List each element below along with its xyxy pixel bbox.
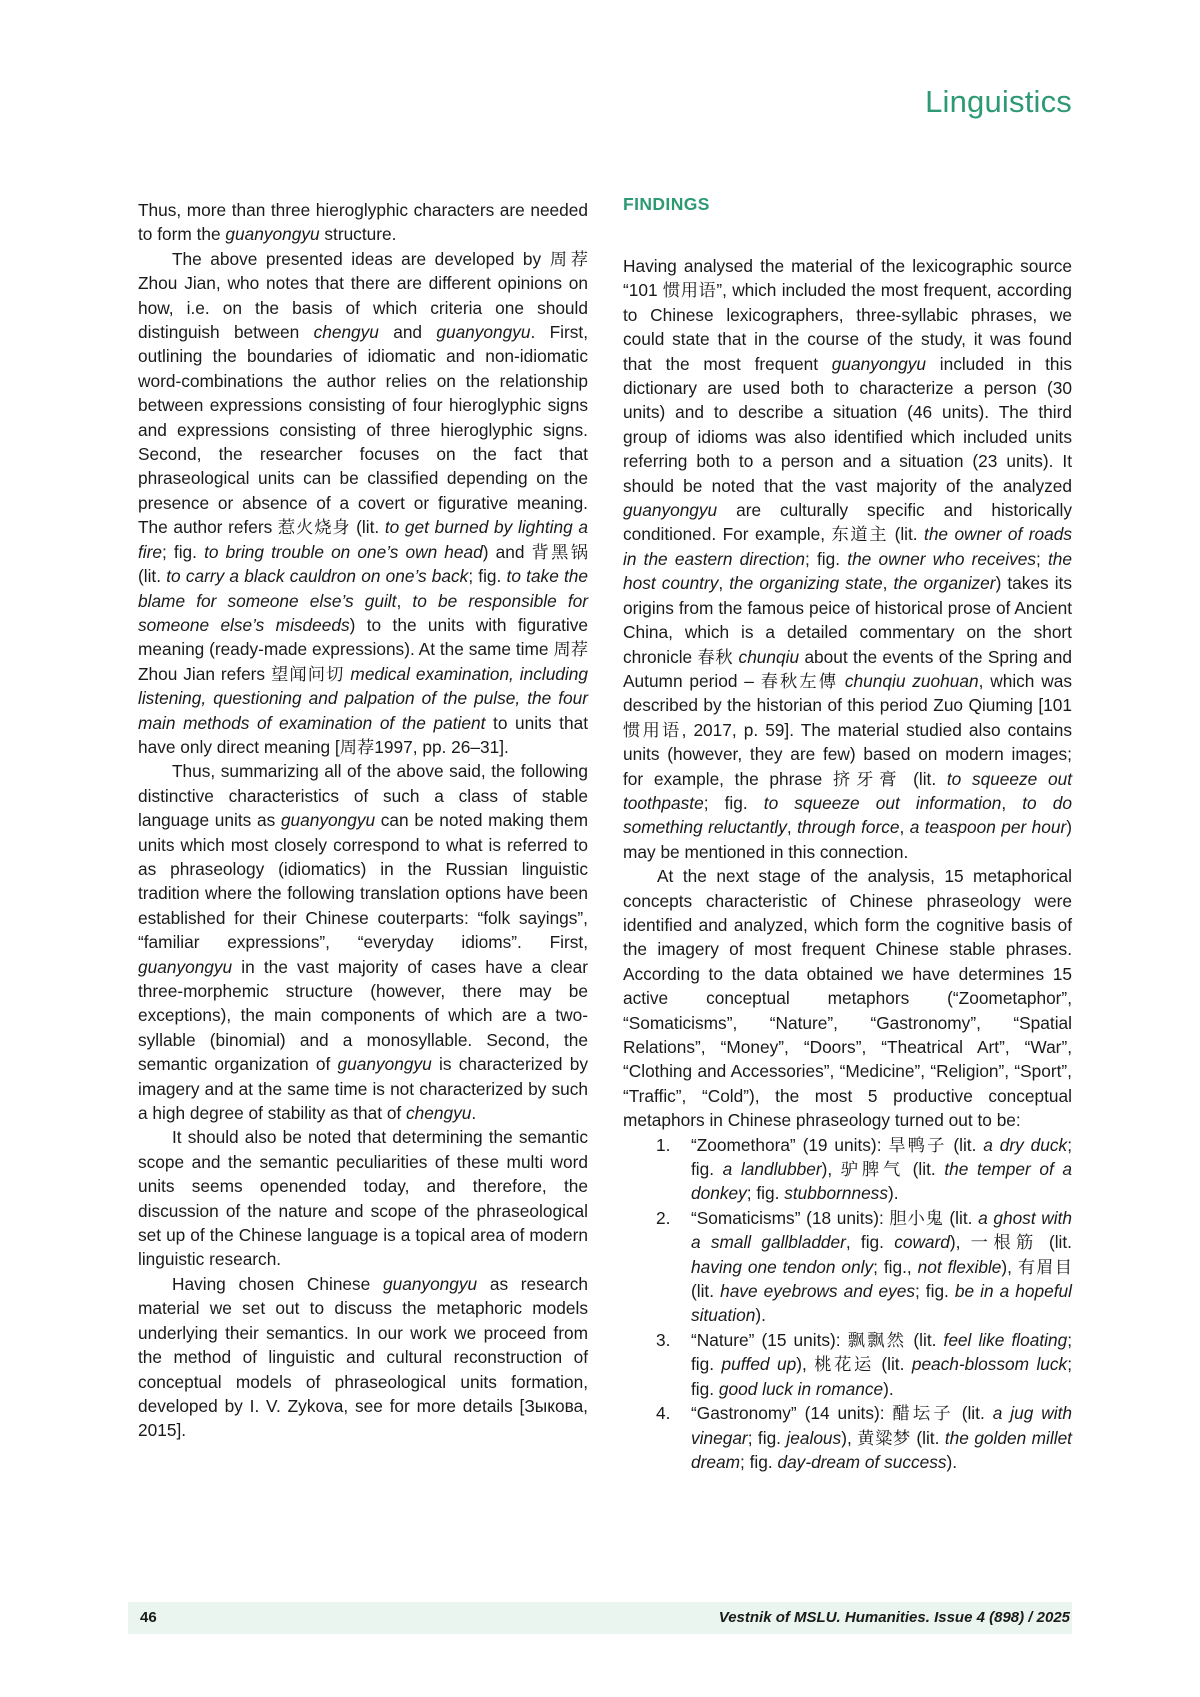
text-run: , (718, 573, 730, 594)
right-column (623, 192, 1072, 1474)
left-column (138, 198, 588, 1443)
text-run: , which was described by the historian of this period Zuo Qiuming [101惯用语, 2017, p. 59]. The material studied also contains units (however, they are few) based on modern images; for example, the phrase 挤牙膏 (lit. (623, 670, 1072, 789)
italic-run: a ghost with a small gallbladder (691, 1207, 1072, 1253)
text-run: , (786, 817, 798, 838)
text-run: ; fig. (691, 1134, 1072, 1180)
italic-run: day-dream of success (777, 1451, 947, 1472)
text-run: ) may be mentioned in this connection. (623, 817, 1072, 862)
italic-run: to carry a black cauldron on one’s back (166, 566, 469, 587)
italic-run: the temper of a donkey (691, 1159, 1072, 1204)
italic-run: the organizer (893, 573, 996, 594)
paragraph (138, 759, 588, 1125)
italic-run: a teaspoon per hour (909, 817, 1067, 838)
list-number: 1. (656, 1134, 671, 1155)
italic-run: guanyongyu (831, 353, 926, 374)
list-item-text (691, 1208, 1072, 1326)
italic-run: coward (894, 1232, 950, 1253)
italic-run: medical examination, including listening, questioning and palpation of the pulse, the four main methods of examination of the patient (138, 663, 588, 733)
text-run: to units that have only direct meaning [周荐1997, pp. 26–31]. (138, 712, 588, 757)
paragraph (138, 247, 588, 760)
italic-run: the owner of roads in the eastern direction (623, 524, 1072, 569)
text-run: Thus, more than three hieroglyphic characters are needed to form the (138, 200, 588, 245)
italic-run: guanyongyu (225, 224, 320, 245)
italic-run: guanyongyu (280, 810, 376, 831)
text-run: , (899, 817, 910, 838)
italic-run: chunqiu (738, 646, 800, 667)
italic-run: have eyebrows and eyes (720, 1281, 915, 1302)
text-run: , (396, 590, 413, 611)
italic-run: the organizing state (729, 573, 883, 594)
text-run: ; fig. (468, 566, 507, 587)
text-run: Having chosen Chinese (172, 1273, 383, 1294)
paragraph (623, 254, 1072, 864)
italic-run: the host country (623, 548, 1073, 594)
italic-run: guanyongyu (623, 500, 718, 521)
list-item (623, 1206, 1072, 1328)
text-run: It should also be noted that determining the semantic scope and the semantic peculiarities of these multi word units seems openended today, and therefore, the discussion of the nature and scope of the phraseological set up of the Chinese language is a topical area of modern linguistic research. (138, 1127, 588, 1270)
text-run: about the events of the Spring and Autumn period – 春秋左傳 (623, 646, 1072, 691)
italic-run: to be responsible for someone else’s misdeeds (138, 590, 589, 635)
text-run: ) and 背黑锅 (lit. (138, 541, 588, 587)
text-run: Having analysed the material of the lexicographic source “101 惯用语”, which included the most frequent, according to Chinese lexicographers, three-syllabic phrases, we could state that in the course of the study, it was found that the most frequent (623, 256, 1072, 374)
text-run: . (471, 1103, 477, 1124)
text-run: ), 黄粱梦 (lit. (841, 1427, 945, 1448)
list-number: 4. (656, 1403, 671, 1424)
italic-run: to bring trouble on one’s own head (204, 541, 483, 562)
italic-run: not flexible (917, 1256, 1002, 1277)
text-run: in the vast majority of cases have a clear three-morphemic structure (however, there may be exceptions), the main components of which are a two-syllable (binomial) and a monosyllable. Second, the semantic organization of (138, 956, 588, 1075)
italic-run: chengyu (406, 1103, 472, 1124)
italic-run: guanyongyu (337, 1054, 432, 1075)
list-number: 3. (656, 1329, 671, 1350)
section-title: Linguistics (925, 84, 1072, 119)
text-run: is characterized by imagery and at the same time is not characterized by such a high degree of stability as that of (138, 1054, 589, 1124)
text-run: , fig. (845, 1232, 895, 1253)
text-run: , (1001, 792, 1023, 813)
text-run: ; fig. (914, 1281, 955, 1302)
text-run: ; fig. (703, 792, 764, 813)
text-run: included in this dictionary are used both to characterize a person (30 units) and to describe a situation (46 units). The third group of idioms was also identified which included units referring both to a person and a situation (23 units). It should be noted that the vast majority of the analyzed (623, 353, 1072, 496)
list-item-text (691, 1403, 1072, 1472)
italic-run: peach-blossom luck (911, 1354, 1068, 1375)
italic-run: chunqiu zuohuan (844, 670, 979, 691)
list-number: 2. (656, 1207, 671, 1228)
italic-run: to do something reluctantly (623, 792, 1072, 838)
text-run: ; fig. (805, 548, 848, 569)
italic-run: feel like floating (943, 1329, 1068, 1350)
text-run: ). (887, 1183, 899, 1204)
journal-citation: Vestnik of MSLU. Humanities. Issue 4 (898) / 2025 (718, 1609, 1070, 1626)
italic-run: guanyongyu (138, 956, 233, 977)
italic-run: guanyongyu (436, 322, 531, 343)
metaphor-list (623, 1133, 1072, 1475)
text-run: ; (1035, 548, 1048, 569)
text-run: ), 一根筋 (lit. (949, 1232, 1072, 1253)
paragraph (138, 198, 588, 247)
text-run: ; fig. (739, 1451, 778, 1472)
paragraph (138, 1272, 588, 1443)
findings-heading: FINDINGS (623, 194, 710, 214)
text-run: ; fig. (691, 1329, 1072, 1375)
italic-run: through force (797, 817, 900, 838)
italic-run: a landlubber (722, 1159, 822, 1180)
list-item-text (691, 1330, 1072, 1399)
list-item (623, 1133, 1072, 1206)
page-footer (128, 1602, 1072, 1634)
italic-run: stubbornness (784, 1183, 888, 1204)
italic-run: the owner who receives (847, 548, 1036, 569)
text-run: ; fig. (691, 1354, 1072, 1399)
italic-run: chengyu (313, 322, 379, 343)
page-number: 46 (140, 1609, 157, 1626)
paragraph (623, 864, 1072, 1132)
text-run: ), 有眉目 (lit. (691, 1256, 1072, 1302)
text-run: ) to the units with figurative meaning (ready-made expressions). At the same time 周荐 Zhou Jian refers 望闻问切 (138, 614, 588, 684)
italic-run: to squeeze out toothpaste (623, 768, 1072, 813)
italic-run: to take the blame for someone else’s guilt (138, 566, 589, 611)
italic-run: to squeeze out information (763, 792, 1002, 813)
text-run: Thus, summarizing all of the above said, the following distinctive characteristics of such a class of stable language units as (138, 761, 588, 831)
text-run: structure. (319, 224, 397, 245)
text-run: ; fig. (162, 541, 205, 562)
list-item (623, 1328, 1072, 1401)
italic-run: having one tendon only (691, 1256, 874, 1277)
text-run: . First, outlining the boundaries of idiomatic and non-idiomatic word-combinations the author relies on the relationship between expressions consisting of four hieroglyphic signs and expressions consisting of three hieroglyphic signs. Second, the researcher focuses on the fact that phraseological units can be classified depending on the presence or absence of a covert or figurative meaning. The author refers 惹火烧身 (lit. (138, 322, 588, 538)
text-run: , (882, 573, 894, 594)
text-run: can be noted making them units which most closely correspond to what is referred to as phraseology (idiomatics) in the Russian linguistic tradition where the following translation options have been established for their Chinese couterparts: “folk sayings”, “familiar expressions”, “everyday idioms”. First, (138, 810, 588, 953)
list-item (623, 1401, 1072, 1474)
text-run: At the next stage of the analysis, 15 metaphorical concepts characteristic of Chinese phraseology were identified and analyzed, which form the cognitive basis of the imagery of most frequent Chinese stable phrases. According to the data obtained we have determines 15 active conceptual metaphors (“Zoometaphor”, “Somaticisms”, “Nature”, “Gastronomy”, “Spatial Relations”, “Money”, “Doors”, “Theatrical Art”, “War”, “Clothing and Accessories”, “Medicine”, “Religion”, “Sport”, “Traffic”, “Cold”), the most 5 productive conceptual metaphors in Chinese phraseology turned out to be: (623, 866, 1072, 1131)
italic-run: good luck in romance (718, 1378, 884, 1399)
italic-run: guanyongyu (382, 1273, 478, 1294)
italic-run: be in a hopeful situation (691, 1281, 1072, 1326)
text-run: ; fig. (746, 1183, 785, 1204)
text-run: “Somaticisms” (18 units): 胆小鬼 (lit. (691, 1207, 979, 1228)
text-run: as research material we set out to discuss the metaphoric models underlying their semantics. In our work we proceed from the method of linguistic and cultural reconstruction of conceptual models of phraseological units formation, developed by I. V. Zykova, see for more details [Зыкова, 2015]. (138, 1273, 589, 1441)
text-run: ), 桃花运 (lit. (796, 1354, 912, 1375)
text-run: ). (883, 1378, 894, 1399)
text-run: are culturally specific and historically conditioned. For example, 东道主 (lit. (623, 500, 1072, 545)
text-run: ). (755, 1305, 766, 1326)
text-run: ; fig., (873, 1256, 918, 1277)
italic-run: a dry duck (983, 1134, 1068, 1155)
italic-run: the golden millet dream (691, 1427, 1072, 1472)
list-item-text (691, 1135, 1072, 1204)
text-run: The above presented ideas are developed by 周荐 Zhou Jian, who notes that there are different opinions on how, i.e. on the basis of which criteria one should distinguish between (138, 248, 588, 343)
italic-run: jealous (786, 1427, 842, 1448)
text-run: ), 驴脾气 (lit. (821, 1159, 945, 1180)
italic-run: to get burned by lighting a fire (138, 517, 588, 562)
text-run: “Zoomethora” (19 units): 旱鸭子 (lit. (691, 1134, 984, 1155)
paragraph (138, 1125, 588, 1271)
text-run: ) takes its origins from the famous peice of historical prose of Ancient China, which is a detailed commentary on the short chronicle 春秋 (623, 573, 1072, 667)
text-run: “Gastronomy” (14 units): 醋坛子 (lit. (691, 1403, 993, 1424)
text-run: and (378, 322, 437, 343)
italic-run: a jug with vinegar (691, 1403, 1072, 1448)
text-run: ). (946, 1451, 958, 1472)
text-run: ; fig. (747, 1427, 787, 1448)
italic-run: puffed up (721, 1354, 797, 1375)
text-run: “Nature” (15 units): 飘飘然 (lit. (691, 1329, 944, 1350)
